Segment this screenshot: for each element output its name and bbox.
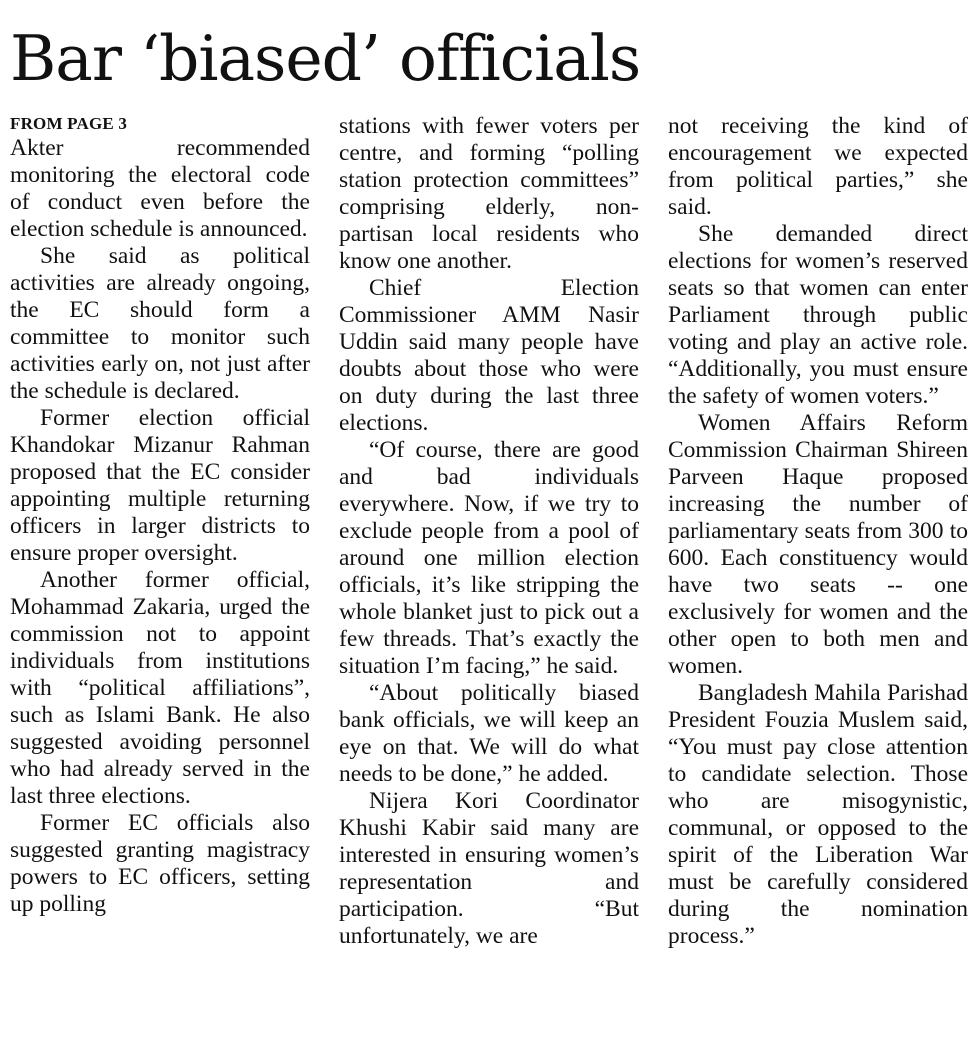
article-paragraph: stations with fewer voters per centre, and forming “polling station protection committees” comprising elderly, non-partisan local residents who know one another.: [339, 113, 639, 274]
article-paragraph: Akter recommended monitoring the electoral code of conduct even before the election schedule is announced.: [10, 135, 310, 242]
article-paragraph: “About politically biased bank officials, we will keep an eye on that. We will do what needs to be done,” he added.: [339, 680, 639, 787]
article-paragraph: Bangladesh Mahila Parishad President Fouzia Muslem said, “You must pay close attention to candidate selection. Those who are misogynistic, communal, or opposed to the spirit of the Liberation War must be carefully considered during the nomination process.”: [668, 680, 968, 949]
article-paragraph: “Of course, there are good and bad individuals everywhere. Now, if we try to exclude people from a pool of around one million election officials, it’s like stripping the whole blanket just to pick out a few threads. That’s exactly the situation I’m facing,” he said.: [339, 437, 639, 679]
article-paragraph: Former election official Khandokar Mizanur Rahman proposed that the EC consider appointing multiple returning officers in larger districts to ensure proper oversight.: [10, 405, 310, 566]
article-paragraph: She demanded direct elections for women’s reserved seats so that women can enter Parliament through public voting and play an active role. “Additionally, you must ensure the safety of women voters.”: [668, 221, 968, 409]
article-paragraph: not receiving the kind of encouragement we expected from political parties,” she said.: [668, 113, 968, 220]
continuation-kicker: FROM PAGE 3: [10, 114, 128, 133]
article-column-1: [10, 113, 310, 918]
article-paragraph: Former EC officials also suggested granting magistracy powers to EC officers, setting up polling: [10, 810, 310, 917]
headline: Bar ‘biased’ officials: [10, 22, 641, 95]
article-paragraph: Chief Election Commissioner AMM Nasir Uddin said many people have doubts about those who were on duty during the last three elections.: [339, 275, 639, 436]
article-column-2: [339, 113, 639, 950]
article-paragraph: Nijera Kori Coordinator Khushi Kabir said many are interested in ensuring women’s representation and participation. “But unfortunately, we are: [339, 788, 639, 949]
article-paragraph: Women Affairs Reform Commission Chairman Shireen Parveen Haque proposed increasing the number of parliamentary seats from 300 to 600. Each constituency would have two seats -- one exclusively for women and the other open to both men and women.: [668, 410, 968, 679]
article-paragraph: Another former official, Mohammad Zakaria, urged the commission not to appoint individuals from institutions with “political affiliations”, such as Islami Bank. He also suggested avoiding personnel who had already served in the last three elections.: [10, 567, 310, 809]
article-paragraph: She said as political activities are already ongoing, the EC should form a committee to monitor such activities early on, not just after the schedule is declared.: [10, 243, 310, 404]
article-column-3: [668, 113, 968, 950]
